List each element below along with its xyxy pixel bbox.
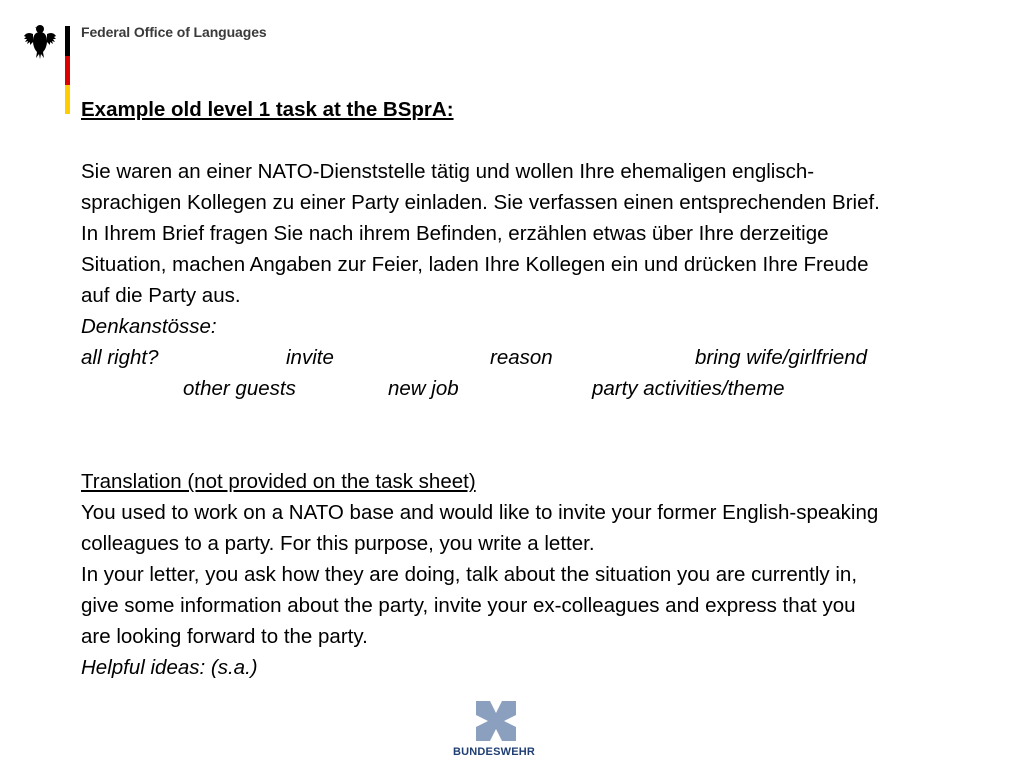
keyword: new job bbox=[388, 377, 459, 400]
ideas-label: Denkanstösse: bbox=[81, 315, 217, 338]
task-paragraph bbox=[81, 156, 1006, 311]
keyword: other guests bbox=[183, 377, 296, 400]
task-line: Sie waren an einer NATO-Dienststelle tätig und wollen Ihre ehemaligen englisch- bbox=[81, 160, 815, 183]
helpful-ideas: Helpful ideas: (s.a.) bbox=[81, 656, 258, 679]
translation-line: colleagues to a party. For this purpose, you write a letter. bbox=[81, 532, 595, 555]
keyword: invite bbox=[286, 346, 334, 369]
task-line: sprachigen Kollegen zu einer Party einladen. Sie verfassen einen entsprechenden Brief. bbox=[81, 191, 880, 214]
translation-paragraph bbox=[81, 497, 1006, 652]
keywords-row-2 bbox=[81, 373, 1006, 404]
task-line: Situation, machen Angaben zur Feier, laden Ihre Kollegen ein und drücken Ihre Freude bbox=[81, 253, 869, 276]
office-name: Federal Office of Languages bbox=[81, 24, 267, 40]
task-line: auf die Party aus. bbox=[81, 284, 241, 307]
keyword: all right? bbox=[81, 346, 159, 369]
translation-heading: Translation (not provided on the task sheet) bbox=[81, 470, 476, 493]
keyword: bring wife/girlfriend bbox=[695, 346, 868, 369]
task-line: In Ihrem Brief fragen Sie nach ihrem Befinden, erzählen etwas über Ihre derzeitige bbox=[81, 222, 829, 245]
keywords-row-1 bbox=[81, 342, 1006, 373]
german-flag-bar bbox=[65, 26, 70, 114]
keyword: reason bbox=[490, 346, 553, 369]
bundeswehr-text: BUNDESWEHR bbox=[452, 746, 536, 758]
task-heading: Example old level 1 task at the BSprA: bbox=[81, 98, 454, 121]
translation-line: You used to work on a NATO base and would like to invite your former English-speaking bbox=[81, 501, 879, 524]
iron-cross-icon bbox=[474, 699, 518, 743]
translation-line: give some information about the party, invite your ex-colleagues and express that you bbox=[81, 594, 856, 617]
flag-stripe-red bbox=[65, 56, 70, 85]
translation-line: are looking forward to the party. bbox=[81, 625, 368, 648]
flag-stripe-gold bbox=[65, 85, 70, 114]
flag-stripe-black bbox=[65, 26, 70, 56]
translation-line: In your letter, you ask how they are doing, talk about the situation you are currently in, bbox=[81, 563, 858, 586]
slide-content bbox=[81, 94, 1006, 683]
federal-eagle-icon bbox=[23, 22, 57, 60]
bundeswehr-logo bbox=[449, 699, 539, 765]
keyword: party activities/theme bbox=[592, 377, 785, 400]
